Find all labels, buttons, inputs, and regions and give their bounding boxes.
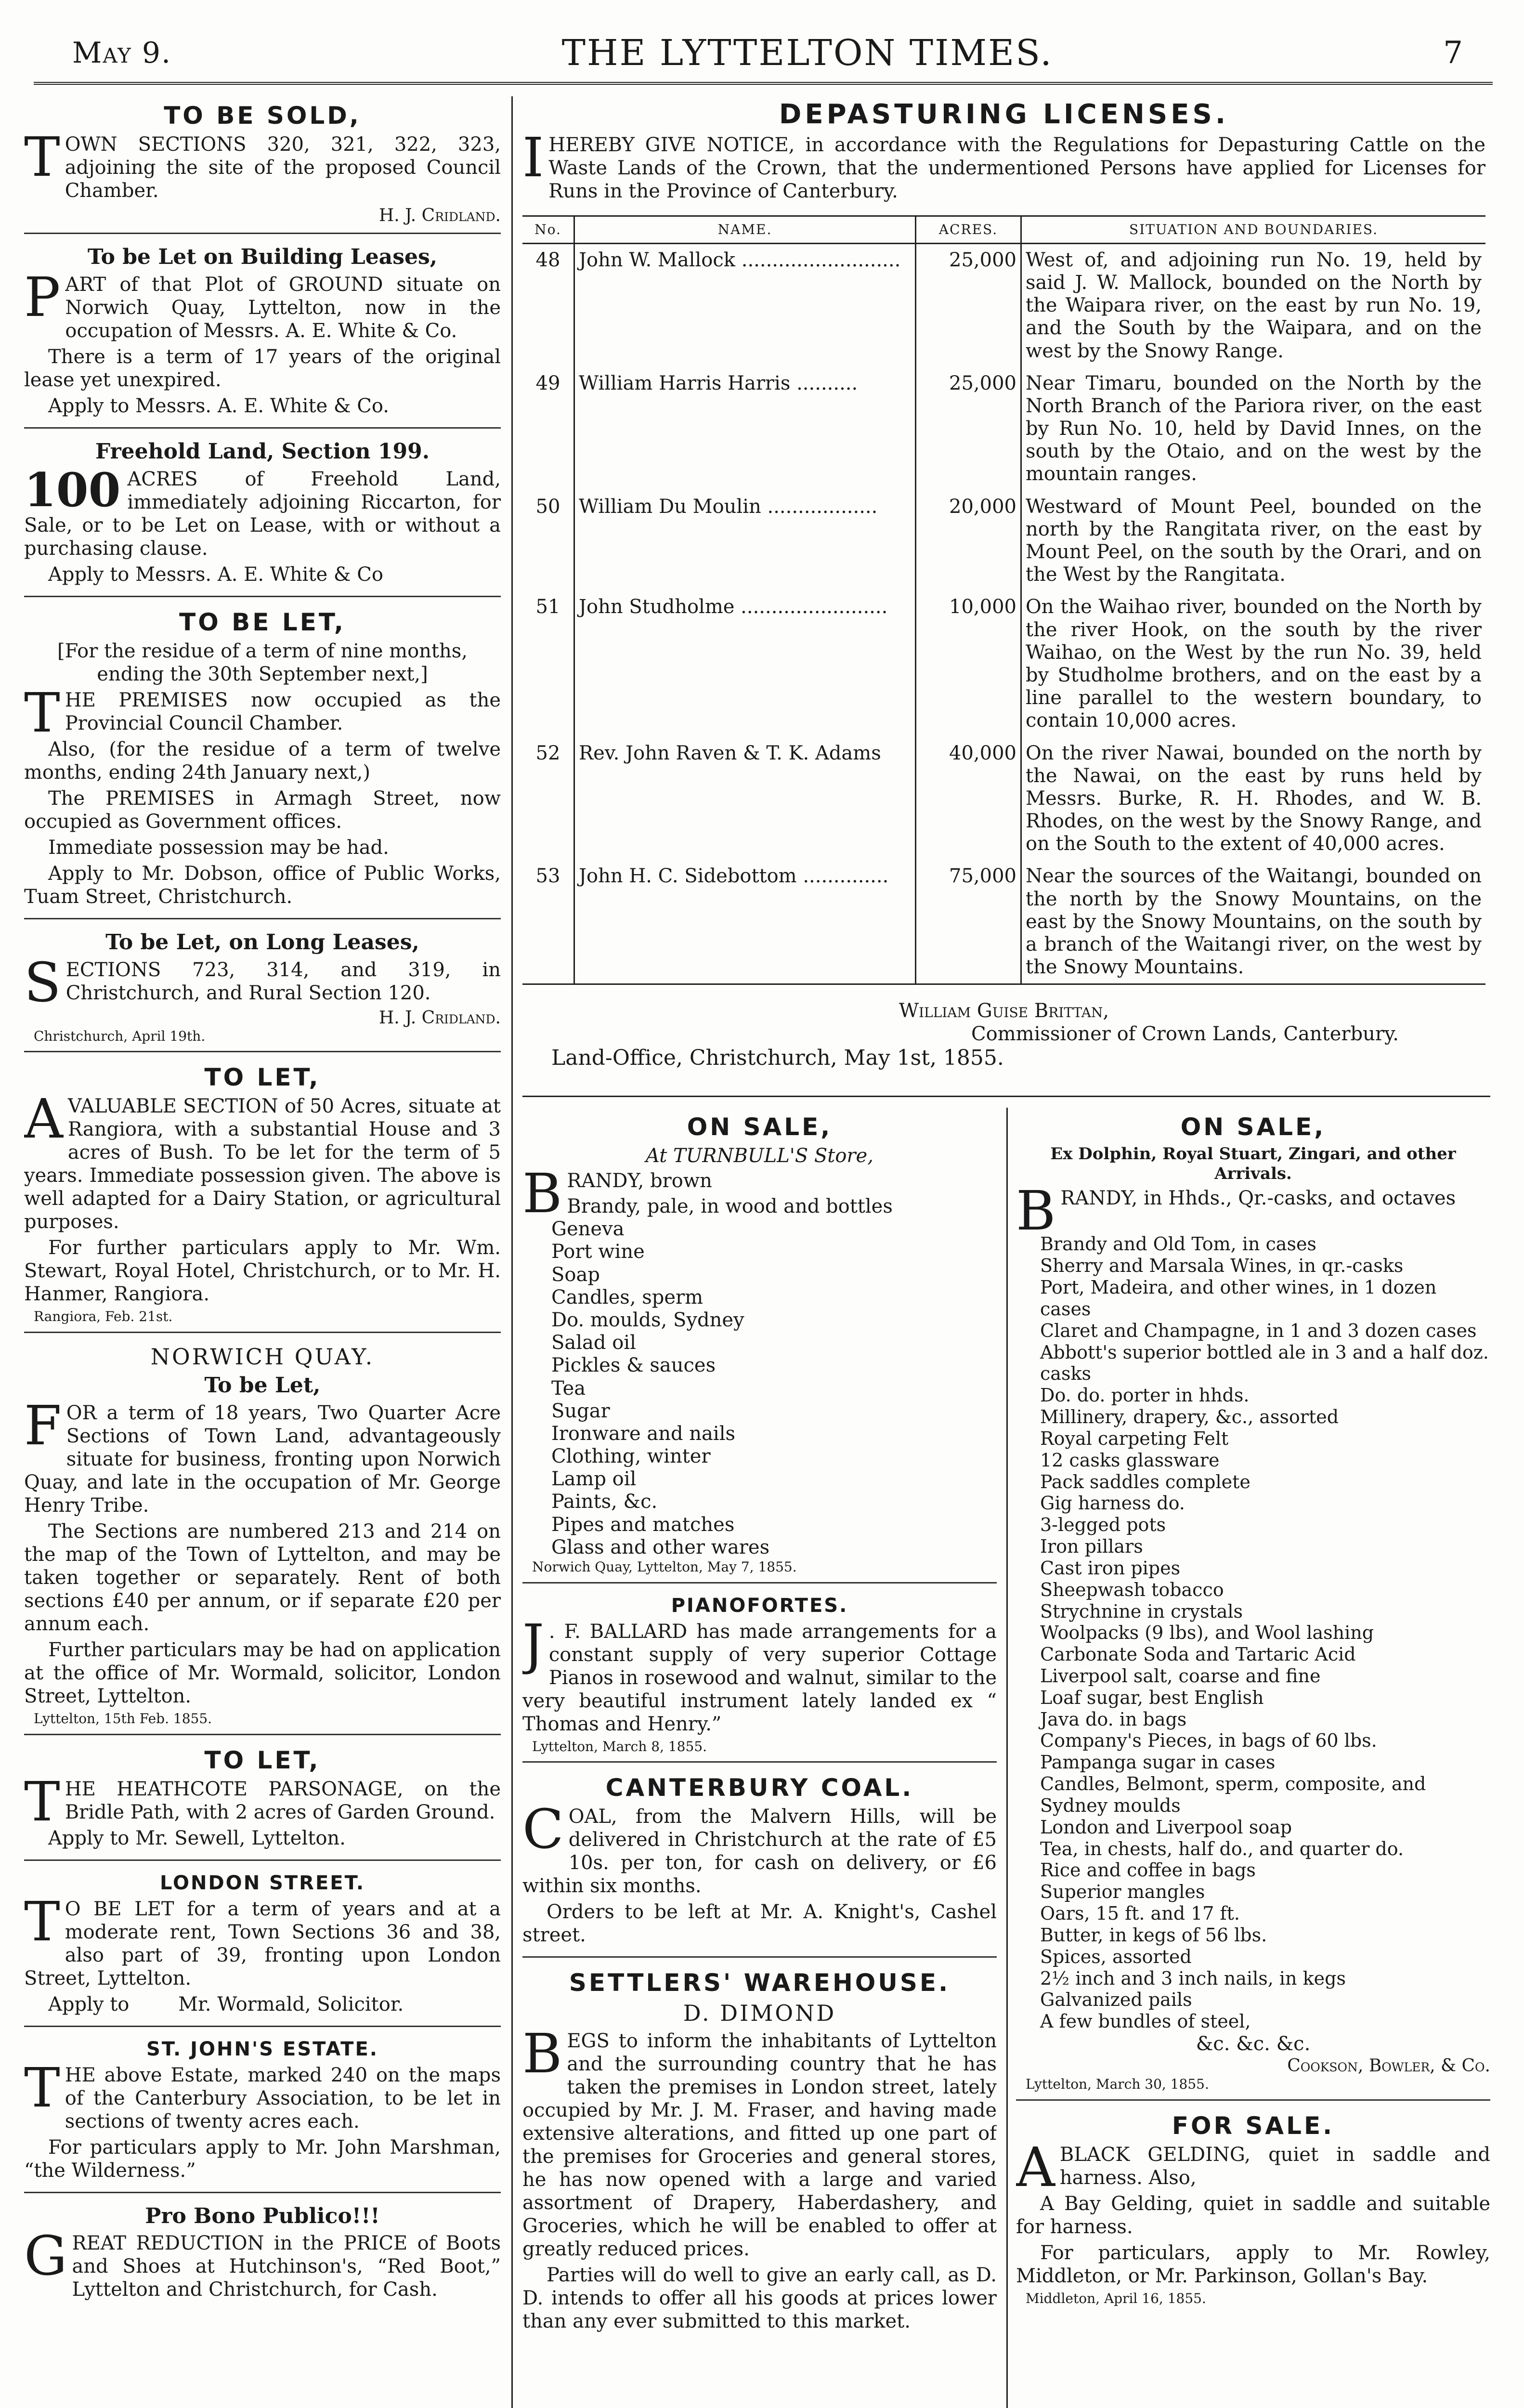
ad-text: HE above Estate, marked 240 on the maps of the Canterbury Association, to be let in sections of twenty acres each. (65, 2064, 501, 2133)
ad-text: Apply to (48, 1993, 130, 2015)
list-item: Geneva (551, 1218, 625, 1241)
ad-heading: FOR SALE. (1172, 2111, 1335, 2140)
column-divider-left (511, 96, 513, 2408)
list-item: 2½ inch and 3 inch nails, in kegs (1040, 1967, 1346, 1989)
ad-heading: TO LET, (204, 1063, 321, 1092)
ad-heading: LONDON STREET. (159, 1871, 365, 1894)
column-header: SITUATION AND BOUNDARIES. (1021, 216, 1486, 244)
officer-title: Commissioner of Crown Lands, Canterbury. (971, 1023, 1399, 1046)
list-item: Abbott's superior bottled ale in 3 and a half doz. casks (1040, 1341, 1489, 1385)
ad-on-sale-cookson (1016, 1108, 1490, 2101)
ad-signature: H. J. Cridland. (378, 206, 501, 225)
masthead (72, 34, 1464, 72)
ad-subheading: To be Let, (204, 1373, 321, 1398)
notice-dateline: Land-Office, Christchurch, May 1st, 1855. (551, 1046, 1004, 1071)
list-item: Sherry and Marsala Wines, in qr.-casks (1040, 1255, 1404, 1277)
ad-text: OR a term of 18 years, Two Quarter Acre Sections of Town Land, advantageously situate for business, fronting upon Norwich Quay, and late in the occupation of Mr. George Henry Tribe. (24, 1401, 501, 1517)
ad-signature: Mr. Wormald, Solicitor. (178, 1993, 404, 2015)
list-item: Pampanga sugar in cases (1040, 1752, 1276, 1773)
table-row (522, 367, 1485, 491)
drop-cap: T (24, 126, 60, 189)
middle-column (522, 1108, 997, 2408)
issue-date: May 9. (72, 36, 172, 70)
ad-text: HE PREMISES now occupied as the Provincial Council Chamber. (65, 689, 501, 734)
ad-text: There is a term of 17 years of the original lease yet unexpired. (24, 345, 501, 391)
ad-text: Further particulars may be had on application at the office of Mr. Wormald, solicitor, London Street, Lyttelton. (24, 1638, 501, 1707)
ad-text: The PREMISES in Armagh Street, now occupied as Government offices. (24, 787, 501, 833)
ad-heading: ST. JOHN'S ESTATE. (146, 2038, 378, 2060)
ad-for-sale-gelding (1016, 2107, 1490, 2314)
ad-dateline: Middleton, April 16, 1855. (1026, 2290, 1206, 2306)
list-item: Spices, assorted (1040, 1946, 1192, 1967)
list-item: Clothing, winter (551, 1445, 711, 1468)
list-item: Do. moulds, Sydney (551, 1309, 744, 1331)
situation: Westward of Mount Peel, bounded on the north by the Rangitata river, on the east by Mount Peel, on the south by the Orari, and on the West by the Rangitata. (1021, 491, 1486, 591)
list-item: Claret and Champagne, in 1 and 3 dozen cases (1040, 1320, 1477, 1341)
list-item: Woolpacks (9 lbs), and Wool lashing (1040, 1622, 1374, 1644)
drop-cap: A (24, 1088, 63, 1151)
ad-text: Apply to Mr. Sewell, Lyttelton. (48, 1827, 346, 1849)
ad-dateline: Norwich Quay, Lyttelton, May 7, 1855. (532, 1559, 797, 1575)
ad-heathcote-parsonage (24, 1741, 501, 1861)
ad-note: [For the residue of a term of nine months, ending the 30th September next,] (57, 640, 468, 685)
run-number: 53 (522, 860, 574, 984)
ad-signature: Cookson, Bowler, & Co. (1287, 2056, 1490, 2076)
list-item: Loaf sugar, best English (1040, 1687, 1264, 1708)
ad-text: ACRES of Freehold Land, immediately adjoining Riccarton, for Sale, or to be Let on Lease, with or without a purchasing clause. (24, 468, 501, 560)
ad-text: VALUABLE SECTION of 50 Acres, situate at Rangiora, with a substantial House and 3 acres of Bush. To be let for the term of 5 years. Immediate possession given. The above is well adapted for a Dairy Station, or agricultural purposes. (24, 1095, 501, 1233)
drop-cap: I (522, 127, 544, 190)
drop-cap: S (24, 951, 61, 1014)
ad-text: HE HEATHCOTE PARSONAGE, on the Bridle Path, with 2 acres of Garden Ground. (65, 1778, 501, 1823)
applicant-name: William Du Moulin .................. (574, 491, 916, 591)
ad-long-leases (24, 925, 501, 1053)
ad-st-johns-estate (24, 2033, 501, 2193)
list-item: Port, Madeira, and other wines, in 1 dozen cases (1040, 1277, 1437, 1320)
column-header: NAME. (574, 216, 916, 244)
acres: 25,000 (916, 367, 1021, 491)
list-item: 3-legged pots (1040, 1514, 1166, 1536)
licenses-table (522, 215, 1485, 985)
list-item: Port wine (551, 1241, 645, 1263)
section-divider (522, 1096, 1490, 1097)
ad-heading: TO LET, (204, 1746, 321, 1774)
ad-heading: TO BE LET, (179, 608, 346, 636)
ad-text: O BE LET for a term of years and at a moderate rent, Town Sections 36 and 38, also part of 39, fronting upon London Street, Lyttelton. (24, 1898, 501, 1989)
ad-text: For further particulars apply to Mr. Wm. Stewart, Royal Hotel, Christchurch, or to Mr. H. Hanmer, Rangiora. (24, 1237, 501, 1306)
masthead-rule (34, 82, 1493, 85)
column-header: ACRES. (916, 216, 1021, 244)
list-item: Pickles & sauces (551, 1354, 716, 1377)
drop-cap: B (522, 2023, 562, 2086)
ad-heading: Pro Bono Publico!!! (145, 2203, 380, 2228)
ad-dateline: Christchurch, April 19th. (34, 1028, 206, 1044)
applicant-name: William Harris Harris .......... (574, 367, 916, 491)
drop-cap: T (24, 681, 60, 745)
ad-norwich-quay (24, 1339, 501, 1735)
ad-settlers-warehouse (522, 1963, 997, 2343)
situation: On the Waihao river, bounded on the North by the river Hook, on the south by the river Waihao, on the West by the run No. 39, held by Studholme brothers, and on the east by a line parallel to the western boundary, to contain 10,000 acres. (1021, 591, 1486, 737)
list-first-item: RANDY, in Hhds., Qr.-casks, and octaves (1060, 1187, 1456, 1209)
ad-heading: CANTERBURY COAL. (605, 1774, 914, 1802)
ad-building-leases (24, 240, 501, 429)
list-item: A few bundles of steel, (1040, 2011, 1251, 2032)
goods-list (551, 1195, 997, 1559)
ad-text: OWN SECTIONS 320, 321, 322, 323, adjoining the site of the proposed Council Chamber. (65, 133, 501, 202)
drop-cap: A (1016, 2136, 1055, 2199)
goods-list (1040, 1233, 1490, 2032)
ad-text: For particulars apply to Mr. John Marshman, “the Wilderness.” (24, 2136, 501, 2182)
ad-heading: SETTLERS' WAREHOUSE. (569, 1969, 951, 1997)
list-item: Brandy and Old Tom, in cases (1040, 1233, 1316, 1255)
situation: On the river Nawai, bounded on the north by the Nawai, on the east by runs held by Messrs. Burke, R. H. Rhodes, and W. B. Rhodes, on the west by the Snowy Range, and on the South to the extent of 40,000 acres. (1021, 737, 1486, 861)
ad-text: The Sections are numbered 213 and 214 on the map of the Town of Lyttelton, and may be taken together or separately. Rent of both sections £40 per annum, or if separate £20 per annum each. (24, 1520, 501, 1635)
acres: 40,000 (916, 737, 1021, 861)
list-item: Sheepwash tobacco (1040, 1579, 1224, 1600)
list-item: London and Liverpool soap (1040, 1816, 1292, 1838)
list-item: Pack saddles complete (1040, 1471, 1250, 1492)
ad-to-be-sold (24, 96, 501, 234)
list-item: Carbonate Soda and Tartaric Acid (1040, 1644, 1356, 1665)
situation: Near the sources of the Waitangi, bounded on the north by the Snowy Mountains, on the east by the Snowy Mountains, on the south by a branch of the Waitangi river, on the west by the Snowy Mountains. (1021, 860, 1486, 984)
officer-name: William Guise Brittan, (899, 1000, 1109, 1022)
list-item: Company's Pieces, in bags of 60 lbs. (1040, 1730, 1377, 1752)
depasturing-licenses (522, 96, 1485, 1088)
list-item: Pipes and matches (551, 1513, 735, 1536)
drop-cap: J (522, 1613, 544, 1676)
ad-subheading: At TURNBULL'S Store, (646, 1145, 873, 1167)
ad-subheading: Ex Dolphin, Royal Stuart, Zingari, and other Arrivals. (1050, 1144, 1456, 1183)
column-header: No. (522, 216, 574, 244)
run-number: 50 (535, 495, 560, 518)
list-item: Strychnine in crystals (1040, 1600, 1243, 1622)
table-row (522, 591, 1485, 737)
ad-text: Apply to Messrs. A. E. White & Co (48, 563, 383, 586)
ad-heading: PIANOFORTES. (671, 1594, 848, 1617)
drop-cap: P (24, 266, 61, 329)
table-row (522, 860, 1485, 984)
list-item: Candles, Belmont, sperm, composite, and Sydney moulds (1040, 1773, 1426, 1816)
list-item: Galvanized pails (1040, 1989, 1192, 2011)
notice-heading: DEPASTURING LICENSES. (779, 99, 1229, 130)
drop-cap: F (24, 1394, 62, 1457)
applicant-name: John H. C. Sidebottom .............. (574, 860, 916, 984)
list-item: Candles, sperm (551, 1286, 703, 1309)
ad-text: Immediate possession may be had. (48, 836, 389, 859)
list-item: 12 casks glassware (1040, 1449, 1220, 1471)
drop-cap: T (24, 1890, 60, 1953)
etc-line: &c. &c. &c. (1196, 2033, 1311, 2055)
acres: 10,000 (916, 591, 1021, 737)
right-column (1016, 1108, 1490, 2408)
ad-heading: Freehold Land, Section 199. (95, 439, 430, 464)
list-item: Millinery, drapery, &c., assorted (1040, 1406, 1339, 1428)
list-item: Java do. in bags (1040, 1708, 1187, 1730)
list-item: Soap (551, 1263, 600, 1286)
ad-text: A Bay Gelding, quiet in saddle and suitable for harness. (1016, 2192, 1490, 2238)
ad-text: ART of that Plot of GROUND situate on Norwich Quay, Lyttelton, now in the occupation of Messrs. A. E. White & Co. (65, 273, 501, 342)
run-number: 48 (535, 249, 560, 271)
list-item: Superior mangles (1040, 1881, 1205, 1903)
drop-cap: B (1016, 1179, 1056, 1243)
list-item: Lamp oil (551, 1468, 637, 1491)
applicant-name: John Studholme ........................ (574, 591, 916, 737)
applicant-name: Rev. John Raven & T. K. Adams (574, 737, 916, 861)
ad-text: OAL, from the Malvern Hills, will be delivered in Christchurch at the rate of £5 10s. per ton, for cash on delivery, or £6 within six months. (522, 1806, 997, 1898)
newspaper-title: THE LYTTELTON TIMES. (561, 32, 1053, 74)
list-item: Ironware and nails (551, 1422, 736, 1445)
table-row (522, 491, 1485, 591)
list-item: Salad oil (551, 1332, 636, 1354)
applicant-name: John W. Mallock .......................... (574, 243, 916, 367)
ad-text: Parties will do well to give an early call, as D. D. intends to offer all his goods at prices lower than any ever submitted to this market. (522, 2264, 997, 2333)
drop-cap: T (24, 2056, 60, 2120)
drop-number: 100 (24, 462, 121, 517)
table-row (522, 737, 1485, 861)
drop-cap: G (24, 2225, 67, 2288)
ad-text: BLACK GELDING, quiet in saddle and harness. Also, (1059, 2143, 1490, 2189)
acres: 25,000 (916, 243, 1021, 367)
ad-dateline: Lyttelton, 15th Feb. 1855. (34, 1710, 212, 1727)
ad-heading: ON SALE, (1180, 1113, 1326, 1141)
drop-cap: C (522, 1798, 564, 1861)
ad-text: Orders to be left at Mr. A. Knight's, Cashel street. (522, 1901, 997, 1947)
ad-text: Apply to Messrs. A. E. White & Co. (48, 394, 389, 417)
list-item: Tea (551, 1377, 586, 1400)
ad-london-street (24, 1867, 501, 2027)
ad-text: For particulars, apply to Mr. Rowley, Middleton, or Mr. Parkinson, Gollan's Bay. (1016, 2241, 1490, 2287)
list-item: Royal carpeting Felt (1040, 1427, 1229, 1449)
list-first-item: RANDY, brown (567, 1170, 712, 1192)
ad-heading: To be Let on Building Leases, (87, 245, 438, 270)
acres: 20,000 (916, 491, 1021, 591)
list-item: Cast iron pipes (1040, 1557, 1181, 1579)
ad-on-sale-turnbull (522, 1108, 997, 1584)
table-header-row (522, 216, 1485, 244)
run-number: 52 (535, 742, 560, 764)
ad-heading: ON SALE, (687, 1113, 833, 1141)
list-item: Rice and coffee in bags (1040, 1859, 1256, 1881)
notice-intro: HEREBY GIVE NOTICE, in accordance with the Regulations for Depasturing Cattle on the Waste Lands of the Crown, that the undermentioned Persons have applied for Licenses for Runs in the Province of Canterbury. (548, 134, 1485, 203)
ad-text: ECTIONS 723, 314, and 319, in Christchurch, and Rural Section 120. (65, 958, 501, 1004)
ad-valuable-section (24, 1058, 501, 1333)
list-item: Oars, 15 ft. and 17 ft. (1040, 1903, 1240, 1924)
list-item: Tea, in chests, half do., and quarter do. (1040, 1838, 1404, 1859)
list-item: Butter, in kegs of 56 lbs. (1040, 1924, 1267, 1946)
page-number: 7 (1443, 35, 1464, 71)
ad-dateline: Lyttelton, March 30, 1855. (1026, 2076, 1209, 2093)
run-number: 49 (535, 372, 560, 394)
ad-text: . F. BALLARD has made arrangements for a constant supply of very superior Cottage Pianos in rosewood and walnut, similar to the very beautiful instrument lately landed ex “ Thomas and Henry.” (522, 1620, 997, 1735)
ad-dateline: Rangiora, Feb. 21st. (34, 1309, 173, 1325)
ad-text: Also, (for the residue of a term of twelve months, ending 24th January next,) (24, 738, 501, 784)
list-item: Sugar (551, 1400, 610, 1422)
acres: 75,000 (916, 860, 1021, 984)
situation: Near Timaru, bounded on the North by the North Branch of the Pariora river, on the east by Run No. 10, held by David Innes, on the south by the Otaio, and on the west by the mountain ranges. (1021, 367, 1486, 491)
list-item: Gig harness do. (1040, 1492, 1185, 1514)
ad-text: EGS to inform the inhabitants of Lyttelton and the surrounding country that he has taken the premises in London street, lately occupied by Mr. J. M. Fraser, and having made extensive alterations, and fitted up one part of the premises for Groceries and general stores, he has now opened with a large and varied assortment of Drapery, Haberdashery, and Groceries, which he will be enabled to offer at greatly reduced prices. (522, 2030, 997, 2261)
situation: West of, and adjoining run No. 19, held by said J. W. Mallock, bounded on the North by the Waipara river, on the east by run No. 19, and the South by the Waipara, and on the west by the Snowy Range. (1021, 243, 1486, 367)
list-item: Paints, &c. (551, 1491, 658, 1513)
ad-heading: To be Let, on Long Leases, (105, 929, 419, 955)
table-row (522, 243, 1485, 367)
ad-dateline: Lyttelton, March 8, 1855. (532, 1738, 707, 1754)
list-item: Brandy, pale, in wood and bottles (567, 1195, 893, 1217)
ad-pro-bono-publico (24, 2199, 501, 2311)
ad-heading: NORWICH QUAY. (150, 1343, 375, 1370)
ad-pianofortes (522, 1589, 997, 1763)
run-number: 51 (535, 596, 560, 618)
left-column (24, 96, 501, 2408)
column-divider-right (1006, 1108, 1008, 2408)
ad-text: REAT REDUCTION in the PRICE of Boots and Shoes at Hutchinson's, “Red Boot,” Lyttelton and Christchurch, for Cash. (72, 2232, 501, 2301)
list-item: Do. do. porter in hhds. (1040, 1385, 1250, 1406)
ad-freehold-land (24, 434, 501, 597)
list-item: Liverpool salt, coarse and fine (1040, 1665, 1321, 1687)
ad-subheading: D. DIMOND (683, 2000, 836, 2027)
ad-signature: H. J. Cridland. (378, 1008, 501, 1028)
drop-cap: B (522, 1163, 562, 1225)
list-item: Iron pillars (1040, 1536, 1143, 1557)
ad-premises-to-let (24, 603, 501, 919)
drop-cap: T (24, 1770, 60, 1833)
ad-canterbury-coal (522, 1768, 997, 1958)
list-item: Glass and other wares (551, 1536, 770, 1558)
ad-heading: TO BE SOLD, (164, 102, 361, 130)
ad-text: Apply to Mr. Dobson, office of Public Works, Tuam Street, Christchurch. (24, 862, 501, 908)
